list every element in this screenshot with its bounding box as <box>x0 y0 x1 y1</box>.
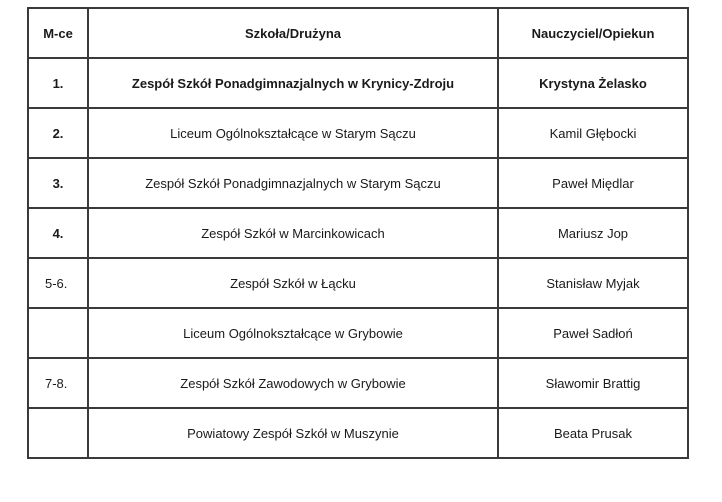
place-cell: 3. <box>28 158 88 208</box>
header-school: Szkoła/Drużyna <box>88 8 498 58</box>
table-row <box>28 408 688 458</box>
school-cell: Zespół Szkół Ponadgimnazjalnych w Krynicy-Zdroju <box>88 58 498 108</box>
results-table <box>27 7 689 459</box>
table-row <box>28 58 688 108</box>
header-teacher: Nauczyciel/Opiekun <box>498 8 688 58</box>
school-cell: Zespół Szkół w Łącku <box>88 258 498 308</box>
teacher-cell: Sławomir Brattig <box>498 358 688 408</box>
school-cell: Powiatowy Zespół Szkół w Muszynie <box>88 408 498 458</box>
table-row <box>28 308 688 358</box>
school-cell: Zespół Szkół w Marcinkowicach <box>88 208 498 258</box>
place-cell: 5-6. <box>28 258 88 308</box>
table-row <box>28 208 688 258</box>
teacher-cell: Stanisław Myjak <box>498 258 688 308</box>
place-cell: 1. <box>28 58 88 108</box>
table-row <box>28 108 688 158</box>
place-cell: 2. <box>28 108 88 158</box>
teacher-cell: Beata Prusak <box>498 408 688 458</box>
teacher-cell: Paweł Międlar <box>498 158 688 208</box>
teacher-cell: Krystyna Żelasko <box>498 58 688 108</box>
place-cell <box>28 408 88 458</box>
teacher-cell: Mariusz Jop <box>498 208 688 258</box>
teacher-cell: Paweł Sadłoń <box>498 308 688 358</box>
teacher-cell: Kamil Głębocki <box>498 108 688 158</box>
place-cell: 4. <box>28 208 88 258</box>
school-cell: Zespół Szkół Ponadgimnazjalnych w Starym Sączu <box>88 158 498 208</box>
header-row <box>28 8 688 58</box>
school-cell: Zespół Szkół Zawodowych w Grybowie <box>88 358 498 408</box>
table-row <box>28 158 688 208</box>
school-cell: Liceum Ogólnokształcące w Grybowie <box>88 308 498 358</box>
table-row <box>28 358 688 408</box>
place-cell <box>28 308 88 358</box>
table-row <box>28 258 688 308</box>
school-cell: Liceum Ogólnokształcące w Starym Sączu <box>88 108 498 158</box>
place-cell: 7-8. <box>28 358 88 408</box>
header-place: M-ce <box>28 8 88 58</box>
